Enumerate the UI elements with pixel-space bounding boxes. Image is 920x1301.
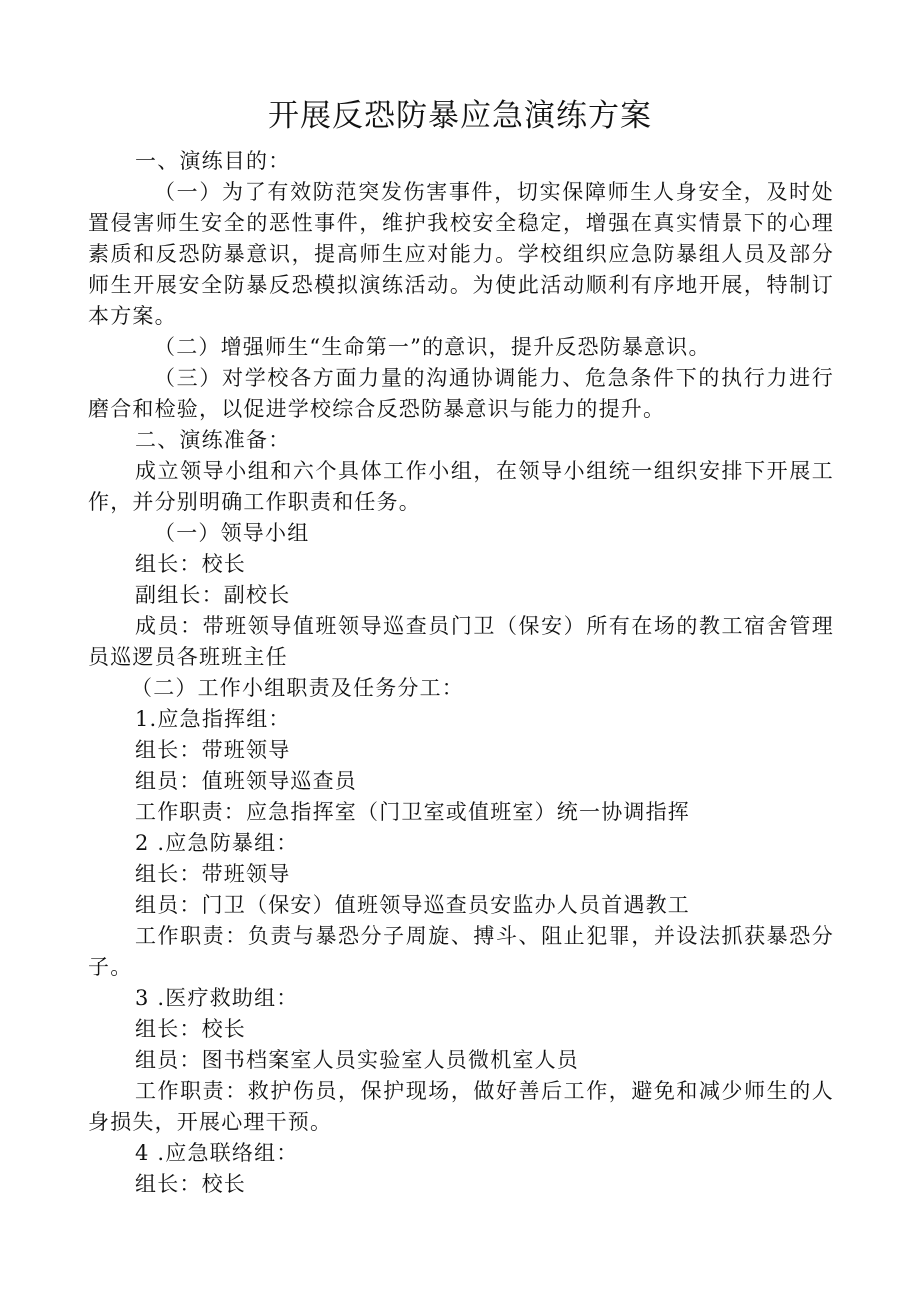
paragraph: 组员：值班领导巡查员: [135, 769, 357, 793]
paragraph: 组长：校长: [135, 1017, 246, 1041]
paragraph: 3 .医疗救助组：: [135, 986, 299, 1010]
paragraph: （三）对学校各方面力量的沟通协调能力、危急条件下的执行力进行磨合和检验，以促进学校综合反恐防暴意识与能力的提升。: [88, 366, 834, 421]
paragraph: 副组长：副校长: [135, 583, 291, 607]
paragraph: 1.应急指挥组：: [135, 707, 291, 731]
paragraph: 一、演练目的：: [135, 149, 291, 173]
paragraph: 组员：门卫（保安）值班领导巡查员安监办人员首遇教工: [135, 893, 690, 917]
paragraph: 组员：图书档案室人员实验室人员微机室人员: [135, 1048, 579, 1072]
document-body: [88, 146, 834, 1200]
paragraph: 成员：带班领导值班领导巡查员门卫（保安）所有在场的教工宿舍管理员巡逻员各班班主任: [88, 614, 834, 669]
paragraph: 组长：校长: [135, 1172, 246, 1196]
paragraph: 组长：带班领导: [135, 738, 291, 762]
paragraph: 组长：校长: [135, 552, 246, 576]
document-title: 开展反恐防暴应急演练方案: [268, 98, 652, 134]
paragraph: 2 .应急防暴组：: [135, 831, 299, 855]
paragraph: （二）工作小组职责及任务分工：: [131, 676, 464, 700]
paragraph: （一）为了有效防范突发伤害事件，切实保障师生人身安全，及时处置侵害师生安全的恶性事件，维护我校安全稳定，增强在真实情景下的心理素质和反恐防暴意识，提高师生应对能力。学校组织应急防暴组人员及部分师生开展安全防暴反恐模拟演练活动。为使此活动顺利有序地开展，特制订本方案。: [88, 180, 834, 328]
paragraph: 工作职责：救护伤员，保护现场，做好善后工作，避免和减少师生的人身损失，开展心理干预。: [88, 1079, 834, 1134]
paragraph: 二、演练准备：: [135, 428, 291, 452]
paragraph: 组长：带班领导: [135, 862, 291, 886]
paragraph: 4 .应急联络组：: [135, 1141, 299, 1165]
paragraph: 成立领导小组和六个具体工作小组，在领导小组统一组织安排下开展工作，并分别明确工作职责和任务。: [88, 459, 834, 514]
paragraph: 工作职责：负责与暴恐分子周旋、搏斗、阻止犯罪，并设法抓获暴恐分子。: [88, 924, 834, 979]
paragraph: （二）增强师生“生命第一”的意识，提升反恐防暴意识。: [154, 335, 711, 359]
paragraph: 工作职责：应急指挥室（门卫室或值班室）统一协调指挥: [135, 800, 690, 824]
paragraph: （一）领导小组: [154, 521, 310, 545]
